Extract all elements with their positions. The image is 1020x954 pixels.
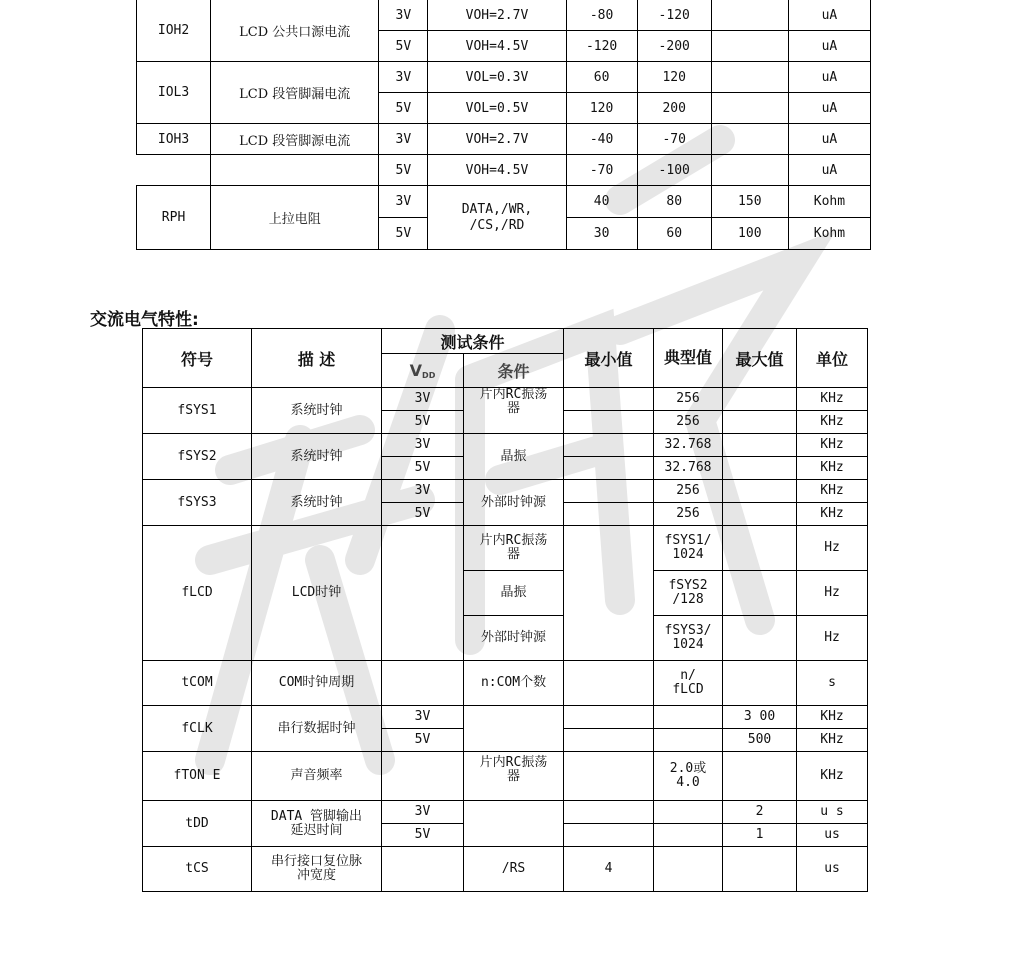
cell-unit: Hz — [797, 616, 868, 661]
cell-unit: KHz — [797, 503, 868, 526]
table-row — [137, 186, 871, 218]
cell-unit: uA — [788, 31, 870, 62]
cell-vdd: 3V — [382, 801, 464, 824]
cell-typ — [654, 801, 723, 824]
cell-vdd: 5V — [382, 457, 464, 480]
cell-min: -40 — [566, 124, 637, 155]
cell-typ: 120 — [637, 62, 711, 93]
cell-max — [723, 571, 797, 616]
cell-symbol: fSYS1 — [143, 388, 252, 434]
cell-max — [711, 93, 788, 124]
cell-cond: DATA,/WR, /CS,/RD — [428, 186, 566, 250]
cell-vdd: 5V — [379, 218, 428, 250]
cell-unit: KHz — [797, 457, 868, 480]
cell-unit: Kohm — [788, 218, 870, 250]
cell-cond: 外部时钟源 — [464, 616, 564, 661]
cell-min — [564, 388, 654, 411]
cell-vdd: 5V — [382, 503, 464, 526]
cell-vdd — [382, 661, 464, 706]
cell-max — [711, 62, 788, 93]
cell-min: -120 — [566, 31, 637, 62]
cell-max — [723, 480, 797, 503]
cell-typ: 60 — [637, 218, 711, 250]
cell-cond — [464, 801, 564, 847]
cell-typ: 256 — [654, 480, 723, 503]
cell-vdd: 3V — [379, 0, 428, 31]
cell-max — [723, 434, 797, 457]
cell-min — [564, 434, 654, 457]
cell-max: 3 00 — [723, 706, 797, 729]
header-condition: 条件 — [464, 354, 564, 388]
cell-unit: uA — [788, 155, 870, 186]
cell-cond: VOH=4.5V — [428, 31, 566, 62]
cell-max — [723, 661, 797, 706]
cell-cond: VOH=2.7V — [428, 124, 566, 155]
cell-vdd: 5V — [382, 411, 464, 434]
cell-desc: LCD 段管脚源电流 — [211, 124, 379, 155]
cell-typ — [654, 847, 723, 892]
cell-min — [564, 457, 654, 480]
cell-typ: -120 — [637, 0, 711, 31]
cell-typ: -100 — [637, 155, 711, 186]
cell-symbol: fSYS2 — [143, 434, 252, 480]
cell-desc: LCD时钟 — [252, 526, 382, 661]
cell-typ: n/ fLCD — [654, 661, 723, 706]
cell-desc: 系统时钟 — [252, 434, 382, 480]
cell-typ: -200 — [637, 31, 711, 62]
cell-vdd: 3V — [382, 434, 464, 457]
cell-desc: 声音频率 — [252, 752, 382, 801]
cell-symbol: IOH3 — [137, 124, 211, 155]
cell-unit: us — [797, 847, 868, 892]
cell-symbol: fCLK — [143, 706, 252, 752]
cell-symbol: IOH2 — [137, 0, 211, 62]
cell-symbol: tCOM — [143, 661, 252, 706]
cell-unit: uA — [788, 62, 870, 93]
table-row — [137, 155, 871, 186]
ac-characteristics-table — [142, 328, 868, 892]
cell-min: 120 — [566, 93, 637, 124]
cell-unit: uA — [788, 0, 870, 31]
cell-unit: KHz — [797, 388, 868, 411]
table-row — [137, 124, 871, 155]
cell-unit: s — [797, 661, 868, 706]
cell-min: 40 — [566, 186, 637, 218]
cell-max: 2 — [723, 801, 797, 824]
cell-unit: KHz — [797, 480, 868, 503]
cell-typ: 256 — [654, 388, 723, 411]
cell-min: 60 — [566, 62, 637, 93]
cell-min — [564, 503, 654, 526]
cell-typ — [654, 729, 723, 752]
cell-unit: us — [797, 824, 868, 847]
cell-unit: KHz — [797, 729, 868, 752]
cell-vdd: 3V — [379, 186, 428, 218]
cell-cond: VOH=4.5V — [428, 155, 566, 186]
cell-desc — [211, 155, 379, 186]
cell-typ: -70 — [637, 124, 711, 155]
cell-cond: VOH=2.7V — [428, 0, 566, 31]
cell-typ: 32.768 — [654, 434, 723, 457]
cell-unit: uA — [788, 93, 870, 124]
cell-min: -80 — [566, 0, 637, 31]
cell-vdd: 5V — [379, 155, 428, 186]
cell-cond: 晶振 — [464, 434, 564, 480]
cell-min — [564, 526, 654, 661]
cell-max: 1 — [723, 824, 797, 847]
cell-min: -70 — [566, 155, 637, 186]
cell-max: 150 — [711, 186, 788, 218]
cell-symbol: fSYS3 — [143, 480, 252, 526]
header-vdd: $V_{DD}$ — [382, 354, 464, 388]
cell-symbol: fLCD — [143, 526, 252, 661]
cell-desc: DATA 管脚输出 延迟时间 — [252, 801, 382, 847]
cell-max — [723, 457, 797, 480]
cell-max: 100 — [711, 218, 788, 250]
cell-min — [564, 706, 654, 729]
cell-cond — [464, 706, 564, 752]
cell-symbol — [137, 155, 211, 186]
cell-desc: COM时钟周期 — [252, 661, 382, 706]
header-max: 最大值 — [723, 329, 797, 388]
cell-vdd: 5V — [382, 729, 464, 752]
cell-min — [564, 661, 654, 706]
cell-cond: n:COM个数 — [464, 661, 564, 706]
cell-vdd: 5V — [379, 31, 428, 62]
cell-max — [723, 503, 797, 526]
cell-unit: Hz — [797, 571, 868, 616]
cell-max — [711, 155, 788, 186]
cell-max — [711, 0, 788, 31]
cell-min — [564, 480, 654, 503]
cell-symbol: IOL3 — [137, 62, 211, 124]
dc-characteristics-table — [136, 0, 871, 250]
cell-desc: 串行接口复位脉 冲宽度 — [252, 847, 382, 892]
header-test-conditions: 测试条件 — [382, 329, 564, 354]
cell-cond: /RS — [464, 847, 564, 892]
cell-cond: 片内RC振荡器 — [464, 388, 564, 434]
cell-typ: 256 — [654, 503, 723, 526]
cell-unit: KHz — [797, 434, 868, 457]
cell-max — [723, 847, 797, 892]
cell-unit: Hz — [797, 526, 868, 571]
cell-max: 500 — [723, 729, 797, 752]
cell-max — [723, 752, 797, 801]
cell-vdd: 3V — [379, 62, 428, 93]
cell-min: 30 — [566, 218, 637, 250]
cell-cond: 晶振 — [464, 571, 564, 616]
cell-vdd: 3V — [382, 480, 464, 503]
cell-min — [564, 824, 654, 847]
header-description: 描 述 — [252, 329, 382, 388]
cell-unit: uA — [788, 124, 870, 155]
cell-vdd — [382, 752, 464, 801]
cell-max — [711, 124, 788, 155]
cell-cond: 片内RC振荡器 — [464, 752, 564, 801]
cell-symbol: fTON E — [143, 752, 252, 801]
cell-desc: 上拉电阻 — [211, 186, 379, 250]
header-min: 最小值 — [564, 329, 654, 388]
cell-typ: fSYS3/ 1024 — [654, 616, 723, 661]
cell-max — [711, 31, 788, 62]
cell-cond: VOL=0.5V — [428, 93, 566, 124]
cell-symbol: RPH — [137, 186, 211, 250]
header-symbol: 符号 — [143, 329, 252, 388]
cell-typ: 32.768 — [654, 457, 723, 480]
cell-min: 4 — [564, 847, 654, 892]
cell-min — [564, 752, 654, 801]
header-unit: 单位 — [797, 329, 868, 388]
cell-desc: 串行数据时钟 — [252, 706, 382, 752]
cell-cond: 片内RC振荡器 — [464, 526, 564, 571]
cell-unit: KHz — [797, 752, 868, 801]
cell-max — [723, 388, 797, 411]
cell-vdd: 3V — [382, 706, 464, 729]
cell-cond: 外部时钟源 — [464, 480, 564, 526]
cell-unit: KHz — [797, 706, 868, 729]
cell-desc: 系统时钟 — [252, 388, 382, 434]
cell-vdd — [382, 847, 464, 892]
cell-vdd: 3V — [382, 388, 464, 411]
cell-typ: 80 — [637, 186, 711, 218]
cell-typ: 200 — [637, 93, 711, 124]
cell-typ — [654, 824, 723, 847]
cell-max — [723, 616, 797, 661]
table-row — [137, 62, 871, 93]
cell-desc: LCD 段管脚漏电流 — [211, 62, 379, 124]
cell-symbol: tCS — [143, 847, 252, 892]
cell-vdd: 5V — [382, 824, 464, 847]
cell-desc: 系统时钟 — [252, 480, 382, 526]
cell-typ — [654, 706, 723, 729]
cell-typ: fSYS1/ 1024 — [654, 526, 723, 571]
cell-cond: VOL=0.3V — [428, 62, 566, 93]
header-typ: 典型值 — [654, 329, 723, 388]
cell-vdd: 3V — [379, 124, 428, 155]
cell-min — [564, 729, 654, 752]
cell-min — [564, 411, 654, 434]
cell-unit: KHz — [797, 411, 868, 434]
cell-desc: LCD 公共口源电流 — [211, 0, 379, 62]
cell-symbol: tDD — [143, 801, 252, 847]
table-row — [137, 0, 871, 31]
cell-unit: u s — [797, 801, 868, 824]
ac-section-title: 交流电气特性: — [90, 310, 199, 330]
cell-vdd: 5V — [379, 93, 428, 124]
cell-unit: Kohm — [788, 186, 870, 218]
cell-max — [723, 411, 797, 434]
cell-min — [564, 801, 654, 824]
cell-typ: 2.0或 4.0 — [654, 752, 723, 801]
cell-vdd — [382, 526, 464, 661]
cell-max — [723, 526, 797, 571]
cell-typ: fSYS2 /128 — [654, 571, 723, 616]
cell-typ: 256 — [654, 411, 723, 434]
